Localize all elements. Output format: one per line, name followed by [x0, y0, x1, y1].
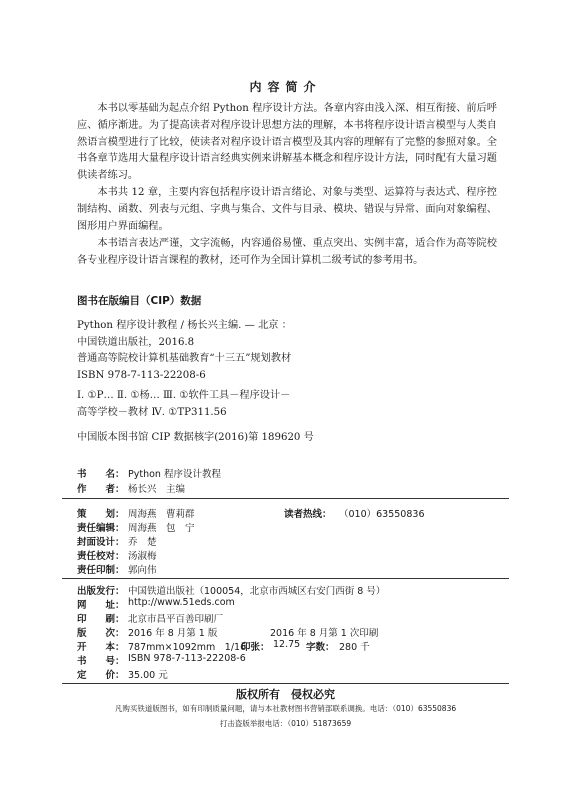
word-count-label: 字数：	[306, 642, 335, 653]
proofreader-value: 汤淑梅	[128, 551, 157, 562]
word-count-value: 280 千	[339, 642, 370, 653]
isbn-value: ISBN 978-7-113-22208-6	[128, 653, 246, 664]
print-supervisor-value: 郭向伟	[128, 565, 157, 576]
hotline-label: 读者热线：	[284, 509, 332, 520]
cip-classification	[77, 388, 290, 421]
quality-notice: 凡购买铁道版图书，如有印制质量问题，请与本社教材图书营销部联系调换。电话：（010）63550836	[114, 704, 457, 713]
sheets-label: 印张：	[241, 642, 270, 653]
editor-label: 责任编辑：	[77, 523, 125, 534]
print-supervisor-label: 责任印制：	[77, 565, 125, 576]
cover-design-label: 封面设计：	[77, 537, 125, 548]
format-label: 开 本：	[77, 642, 125, 653]
cip-line: 中国铁道出版社，2016.8	[77, 336, 195, 348]
cip-class-line: Ⅰ. ①P… Ⅱ. ①杨… Ⅲ. ①软件工具－程序设计－	[77, 390, 291, 401]
divider	[62, 683, 509, 684]
book-title-value: Python 程序设计教程	[128, 469, 221, 480]
format-value: 787mm×1092mm 1/16	[128, 642, 247, 653]
divider	[62, 578, 509, 579]
copyright-notice: 版权所有 侵权必究	[236, 688, 335, 701]
editor-value: 周海燕 包 宁	[128, 523, 195, 534]
url-label: 网 址：	[77, 600, 125, 611]
cip-record-number: 中国版本图书馆 CIP 数据核字(2016)第 189620 号	[77, 432, 314, 443]
author-value: 杨长兴 主编	[128, 484, 186, 495]
edition-value: 2016 年 8 月第 1 版	[128, 628, 218, 639]
isbn-label: 书 号：	[77, 656, 125, 667]
cip-entry	[77, 318, 292, 384]
intro-paragraph-3: 本书语言表达严谨，文字流畅，内容通俗易懂、重点突出、实例丰富，适合作为高等院校各专业程序设计语言课程的教材，还可作为全国计算机二级考试的参考用书。	[77, 238, 497, 266]
price-label: 定 价：	[77, 670, 125, 681]
sheets-value: 12.75	[273, 639, 301, 650]
planning-label: 策 划：	[77, 509, 125, 520]
proofreader-label: 责任校对：	[77, 551, 125, 562]
hotline-value: （010）63550836	[339, 509, 425, 520]
intro-title: 内容简介	[249, 80, 322, 94]
price-value: 35.00 元	[128, 670, 168, 681]
intro-paragraph-2: 本书共 12 章，主要内容包括程序设计语言绪论、对象与类型、运算符与表达式、程序控制结构、函数、列表与元组、字典与集合、文件与目录、模块、错误与异常、面向对象编程、图形用户界面编程。	[77, 187, 497, 232]
printing-value: 2016 年 8 月第 1 次印刷	[270, 628, 379, 639]
planning-value: 周海燕 曹莉群	[128, 509, 195, 520]
intro-paragraph-1: 本书以零基础为起点介绍 Python 程序设计方法。各章内容由浅入深、相互衔接、前后呼应、循序渐进。为了提高读者对程序设计思想方法的理解，本书将程序设计语言模型与人类自然语言模型进行了比较，使读者对程序设计语言模型及其内容的理解有了完整的参照对象。全书各章节选用大量程序设计语言经典实例来讲解基本概念和程序设计方法，同时配有大量习题供读者练习。	[77, 103, 497, 182]
cip-line: Python 程序设计教程 / 杨长兴主编. — 北京 ：	[77, 320, 292, 331]
book-title-label: 书 名：	[77, 469, 125, 480]
cip-line: ISBN 978-7-113-22208-6	[77, 369, 206, 381]
printer-label: 印 刷：	[77, 614, 125, 625]
cip-line: 普通高等院校计算机基础教育“十三五”规划教材	[77, 353, 292, 364]
piracy-hotline: 打击盗版举报电话：（010）51873659	[219, 719, 352, 728]
cip-heading: 图书在版编目（CIP）数据	[77, 295, 202, 307]
cover-design-value: 乔 楚	[128, 537, 157, 548]
divider	[62, 498, 509, 499]
publisher-value: 中国铁道出版社（100054，北京市西城区右安门西街 8 号）	[128, 586, 386, 597]
printer-value: 北京市昌平百善印刷厂	[128, 614, 224, 625]
cip-class-line: 高等学校－教材 Ⅳ. ①TP311.56	[77, 406, 227, 418]
url-value: http://www.51eds.com	[128, 597, 235, 608]
edition-label: 版 次：	[77, 628, 125, 639]
publisher-label: 出版发行：	[77, 586, 125, 597]
author-label: 作 者：	[77, 484, 125, 495]
